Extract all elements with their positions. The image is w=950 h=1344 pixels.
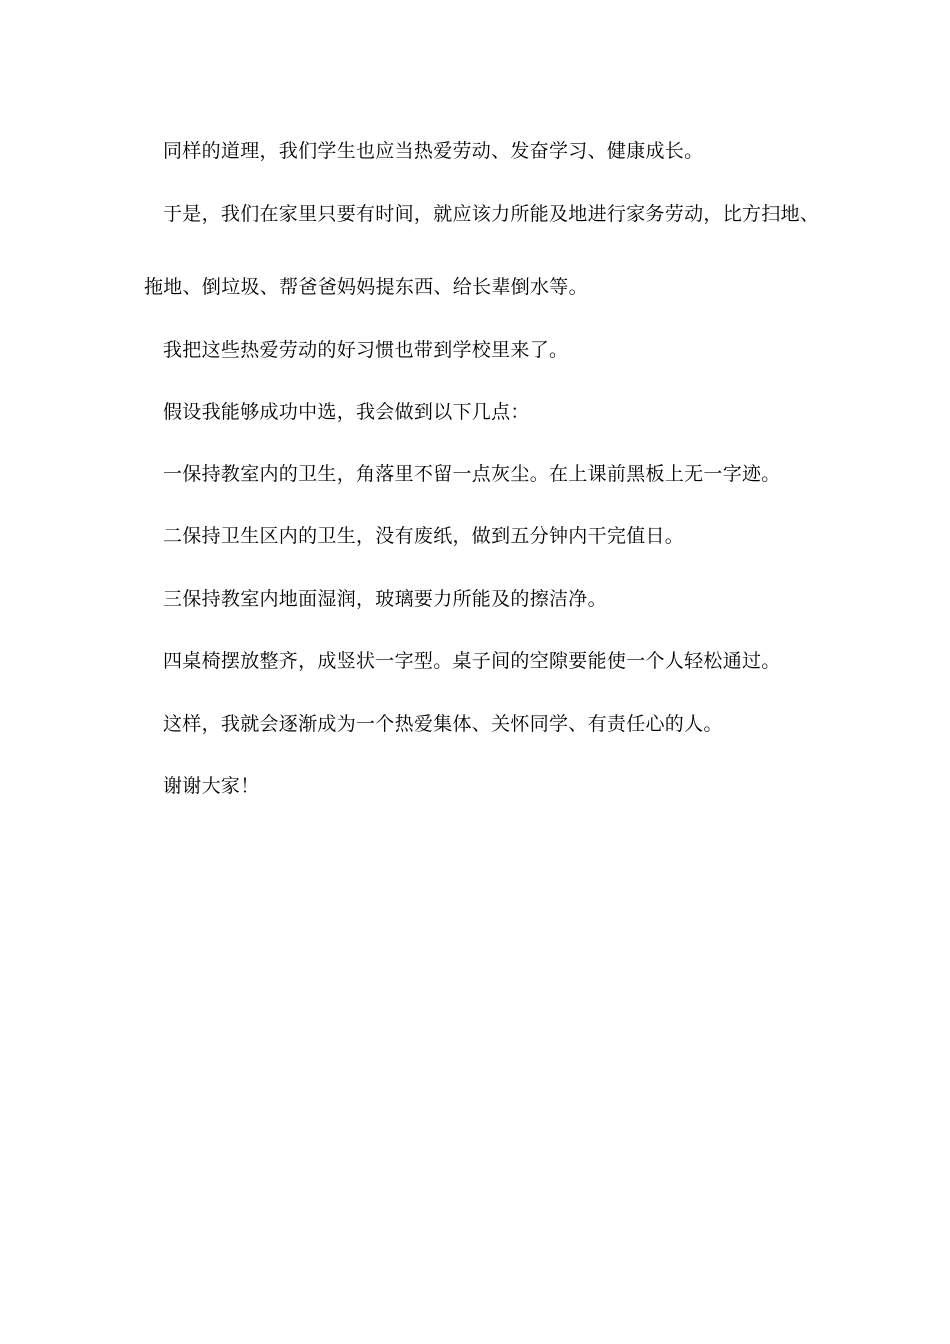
paragraph-3: 我把这些热爱劳动的好习惯也带到学校里来了。 [163, 339, 569, 361]
paragraph-closing: 这样，我就会逐渐成为一个热爱集体、关怀同学、有责任心的人。 [163, 713, 723, 735]
list-item-3: 三保持教室内地面湿润，玻璃要力所能及的擦洁净。 [163, 588, 607, 610]
paragraph-4: 假设我能够成功中选，我会做到以下几点： [163, 401, 530, 423]
paragraph-thanks: 谢谢大家！ [163, 775, 260, 797]
list-item-4: 四桌椅摆放整齐，成竖状一字型。桌子间的空隙要能使一个人轻松通过。 [163, 650, 781, 672]
paragraph-1: 同样的道理，我们学生也应当热爱劳动、发奋学习、健康成长。 [163, 140, 704, 162]
paragraph-2-continued: 拖地、倒垃圾、帮爸爸妈妈提东西、给长辈倒水等。 [144, 276, 588, 298]
paragraph-2: 于是，我们在家里只要有时间，就应该力所能及地进行家务劳动，比方扫地、 [163, 203, 820, 225]
list-item-2: 二保持卫生区内的卫生，没有废纸，做到五分钟内干完值日。 [163, 525, 685, 547]
list-item-1: 一保持教室内的卫生，角落里不留一点灰尘。在上课前黑板上无一字迹。 [163, 463, 781, 485]
